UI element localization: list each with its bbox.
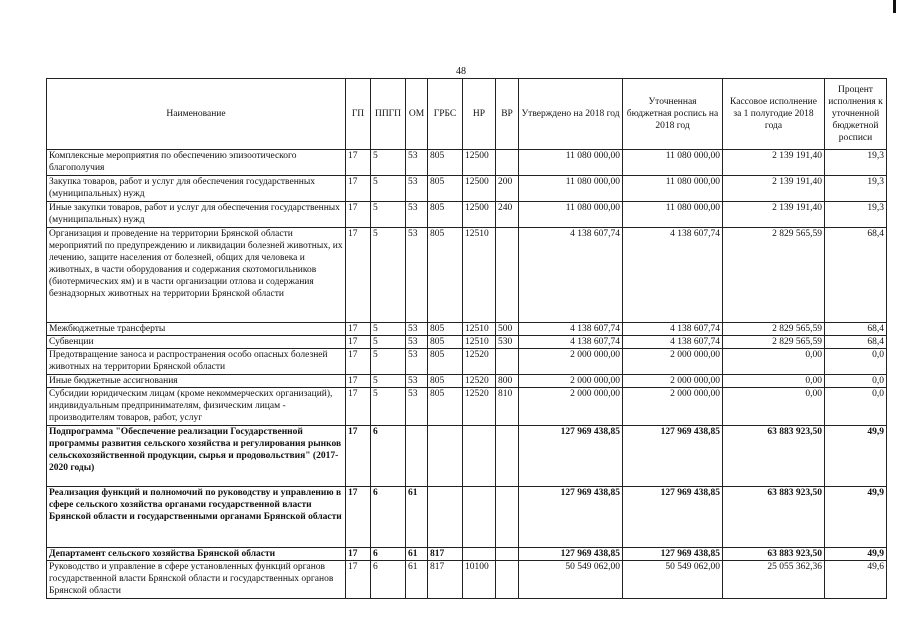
cell-approved: 127 969 438,85 <box>519 487 623 548</box>
cell-percent: 19,3 <box>825 202 887 228</box>
cell-ppgp: 5 <box>371 176 406 202</box>
cell-name: Межбюджетные трансферты <box>47 323 346 336</box>
cell-vr <box>496 487 519 548</box>
table-row <box>47 375 887 388</box>
cell-om: 61 <box>406 487 428 548</box>
table-row <box>47 150 887 176</box>
cell-grbs: 805 <box>428 176 463 202</box>
table-row <box>47 336 887 349</box>
cell-ppgp: 6 <box>371 548 406 561</box>
cell-percent: 49,9 <box>825 426 887 487</box>
cell-name: Закупка товаров, работ и услуг для обеспечения государственных (муниципальных) нужд <box>47 176 346 202</box>
cell-om: 53 <box>406 336 428 349</box>
header-percent: Процент исполнения к уточненной бюджетной росписи <box>825 79 887 150</box>
cell-revised: 4 138 607,74 <box>623 228 723 323</box>
cell-cash: 2 829 565,59 <box>723 323 825 336</box>
cell-om: 53 <box>406 375 428 388</box>
cell-vr <box>496 548 519 561</box>
cell-om: 61 <box>406 548 428 561</box>
cell-name: Организация и проведение на территории Брянской области мероприятий по предупреждению и ликвидации болезней животных, их лечению, защите населения от болезней, общих для человека и животных, в части оборудования и содержания скотомогильников (биотермических ям) и в части организации отлова и содержания безнадзорных животных на территории Брянской области <box>47 228 346 323</box>
cell-approved: 11 080 000,00 <box>519 202 623 228</box>
cell-cash: 2 829 565,59 <box>723 336 825 349</box>
cell-revised: 50 549 062,00 <box>623 561 723 599</box>
cell-approved: 2 000 000,00 <box>519 349 623 375</box>
table-row <box>47 548 887 561</box>
cell-name: Подпрограмма "Обеспечение реализации Государственной программы развития сельского хозяйства и регулирования рынков сельскохозяйственной продукции, сырья и продовольствия" (2017-2020 годы) <box>47 426 346 487</box>
cell-revised: 2 000 000,00 <box>623 388 723 426</box>
cell-vr <box>496 561 519 599</box>
cell-vr <box>496 349 519 375</box>
cell-np <box>463 487 496 548</box>
cell-vr: 800 <box>496 375 519 388</box>
header-ppgp: ППГП <box>371 79 406 150</box>
cell-gp: 17 <box>346 336 371 349</box>
header-np: НР <box>463 79 496 150</box>
cell-cash: 2 139 191,40 <box>723 176 825 202</box>
table-row <box>47 487 887 548</box>
cell-percent: 68,4 <box>825 228 887 323</box>
table-row <box>47 323 887 336</box>
table-row <box>47 388 887 426</box>
cell-percent: 19,3 <box>825 150 887 176</box>
cell-grbs: 805 <box>428 336 463 349</box>
cell-percent: 68,4 <box>825 336 887 349</box>
header-grbs: ГРБС <box>428 79 463 150</box>
margin-mark <box>893 0 896 13</box>
header-approved: Утверждено на 2018 год <box>519 79 623 150</box>
cell-om: 53 <box>406 349 428 375</box>
cell-percent: 49,9 <box>825 487 887 548</box>
cell-om: 53 <box>406 228 428 323</box>
cell-om: 61 <box>406 561 428 599</box>
cell-cash: 2 829 565,59 <box>723 228 825 323</box>
cell-approved: 4 138 607,74 <box>519 323 623 336</box>
cell-cash: 2 139 191,40 <box>723 202 825 228</box>
cell-revised: 127 969 438,85 <box>623 548 723 561</box>
cell-gp: 17 <box>346 228 371 323</box>
header-om: ОМ <box>406 79 428 150</box>
cell-grbs: 817 <box>428 548 463 561</box>
cell-cash: 63 883 923,50 <box>723 426 825 487</box>
cell-percent: 0,0 <box>825 388 887 426</box>
table-row <box>47 349 887 375</box>
cell-vr: 530 <box>496 336 519 349</box>
cell-vr <box>496 150 519 176</box>
cell-gp: 17 <box>346 150 371 176</box>
cell-ppgp: 5 <box>371 336 406 349</box>
cell-np: 12500 <box>463 202 496 228</box>
cell-name: Субвенции <box>47 336 346 349</box>
cell-cash: 2 139 191,40 <box>723 150 825 176</box>
cell-percent: 19,3 <box>825 176 887 202</box>
cell-om: 53 <box>406 388 428 426</box>
cell-cash: 63 883 923,50 <box>723 487 825 548</box>
cell-ppgp: 5 <box>371 323 406 336</box>
cell-om <box>406 426 428 487</box>
cell-np: 12520 <box>463 375 496 388</box>
cell-vr: 200 <box>496 176 519 202</box>
header-name: Наименование <box>47 79 346 150</box>
cell-ppgp: 5 <box>371 150 406 176</box>
page-number: 48 <box>456 66 466 77</box>
cell-np: 12510 <box>463 336 496 349</box>
cell-np: 12520 <box>463 388 496 426</box>
cell-percent: 68,4 <box>825 323 887 336</box>
cell-name: Комплексные мероприятия по обеспечению эпизоотического благополучия <box>47 150 346 176</box>
cell-revised: 4 138 607,74 <box>623 323 723 336</box>
cell-grbs: 805 <box>428 323 463 336</box>
cell-ppgp: 5 <box>371 349 406 375</box>
cell-gp: 17 <box>346 202 371 228</box>
cell-ppgp: 5 <box>371 375 406 388</box>
cell-np: 12500 <box>463 176 496 202</box>
cell-revised: 11 080 000,00 <box>623 202 723 228</box>
cell-approved: 4 138 607,74 <box>519 336 623 349</box>
cell-name: Департамент сельского хозяйства Брянской области <box>47 548 346 561</box>
cell-ppgp: 5 <box>371 388 406 426</box>
table-row <box>47 176 887 202</box>
cell-grbs: 805 <box>428 150 463 176</box>
cell-percent: 49,6 <box>825 561 887 599</box>
cell-grbs: 817 <box>428 561 463 599</box>
cell-vr: 240 <box>496 202 519 228</box>
budget-execution-table <box>46 78 887 599</box>
cell-approved: 2 000 000,00 <box>519 375 623 388</box>
cell-gp: 17 <box>346 323 371 336</box>
cell-revised: 2 000 000,00 <box>623 349 723 375</box>
header-revised: Уточненная бюджетная роспись на 2018 год <box>623 79 723 150</box>
header-cash: Кассовое исполнение за 1 полугодие 2018 года <box>723 79 825 150</box>
table-row <box>47 561 887 599</box>
cell-np: 12520 <box>463 349 496 375</box>
cell-om: 53 <box>406 176 428 202</box>
cell-vr: 500 <box>496 323 519 336</box>
cell-grbs <box>428 487 463 548</box>
cell-gp: 17 <box>346 426 371 487</box>
cell-approved: 2 000 000,00 <box>519 388 623 426</box>
cell-ppgp: 5 <box>371 202 406 228</box>
cell-np: 10100 <box>463 561 496 599</box>
cell-grbs: 805 <box>428 228 463 323</box>
cell-name: Иные закупки товаров, работ и услуг для обеспечения государственных (муниципальных) нужд <box>47 202 346 228</box>
cell-grbs: 805 <box>428 349 463 375</box>
cell-np: 12500 <box>463 150 496 176</box>
cell-grbs <box>428 426 463 487</box>
table-row <box>47 202 887 228</box>
cell-approved: 127 969 438,85 <box>519 426 623 487</box>
cell-approved: 127 969 438,85 <box>519 548 623 561</box>
cell-np: 12510 <box>463 228 496 323</box>
cell-om: 53 <box>406 150 428 176</box>
cell-percent: 0,0 <box>825 375 887 388</box>
cell-gp: 17 <box>346 375 371 388</box>
cell-revised: 127 969 438,85 <box>623 426 723 487</box>
cell-ppgp: 6 <box>371 426 406 487</box>
cell-np <box>463 548 496 561</box>
cell-cash: 0,00 <box>723 388 825 426</box>
table-row <box>47 426 887 487</box>
cell-approved: 11 080 000,00 <box>519 150 623 176</box>
cell-gp: 17 <box>346 176 371 202</box>
cell-revised: 11 080 000,00 <box>623 176 723 202</box>
cell-cash: 25 055 362,36 <box>723 561 825 599</box>
header-vr: ВР <box>496 79 519 150</box>
cell-name: Реализация функций и полномочий по руководству и управлению в сфере сельского хозяйства органами государственной власти Брянской области и государственными органами Брянской области <box>47 487 346 548</box>
cell-revised: 127 969 438,85 <box>623 487 723 548</box>
cell-ppgp: 5 <box>371 228 406 323</box>
cell-revised: 2 000 000,00 <box>623 375 723 388</box>
cell-gp: 17 <box>346 349 371 375</box>
cell-om: 53 <box>406 323 428 336</box>
cell-gp: 17 <box>346 548 371 561</box>
cell-gp: 17 <box>346 487 371 548</box>
cell-cash: 63 883 923,50 <box>723 548 825 561</box>
cell-vr <box>496 426 519 487</box>
cell-cash: 0,00 <box>723 349 825 375</box>
cell-grbs: 805 <box>428 375 463 388</box>
cell-approved: 4 138 607,74 <box>519 228 623 323</box>
cell-name: Иные бюджетные ассигнования <box>47 375 346 388</box>
cell-grbs: 805 <box>428 388 463 426</box>
cell-name: Субсидии юридическим лицам (кроме некоммерческих организаций), индивидуальным предпринимателям, физическим лицам - производителям товаров, работ, услуг <box>47 388 346 426</box>
cell-vr: 810 <box>496 388 519 426</box>
cell-gp: 17 <box>346 561 371 599</box>
cell-grbs: 805 <box>428 202 463 228</box>
header-gp: ГП <box>346 79 371 150</box>
cell-revised: 11 080 000,00 <box>623 150 723 176</box>
cell-vr <box>496 228 519 323</box>
cell-om: 53 <box>406 202 428 228</box>
cell-ppgp: 6 <box>371 561 406 599</box>
table-header-row <box>47 79 887 150</box>
table-row <box>47 228 887 323</box>
cell-revised: 4 138 607,74 <box>623 336 723 349</box>
cell-name: Предотвращение заноса и распространения особо опасных болезней животных на территории Брянской области <box>47 349 346 375</box>
cell-percent: 49,9 <box>825 548 887 561</box>
cell-percent: 0,0 <box>825 349 887 375</box>
cell-name: Руководство и управление в сфере установленных функций органов государственной власти Брянской области и государственных органов Брянской области <box>47 561 346 599</box>
cell-np: 12510 <box>463 323 496 336</box>
cell-approved: 50 549 062,00 <box>519 561 623 599</box>
cell-approved: 11 080 000,00 <box>519 176 623 202</box>
cell-gp: 17 <box>346 388 371 426</box>
cell-cash: 0,00 <box>723 375 825 388</box>
cell-np <box>463 426 496 487</box>
cell-ppgp: 6 <box>371 487 406 548</box>
